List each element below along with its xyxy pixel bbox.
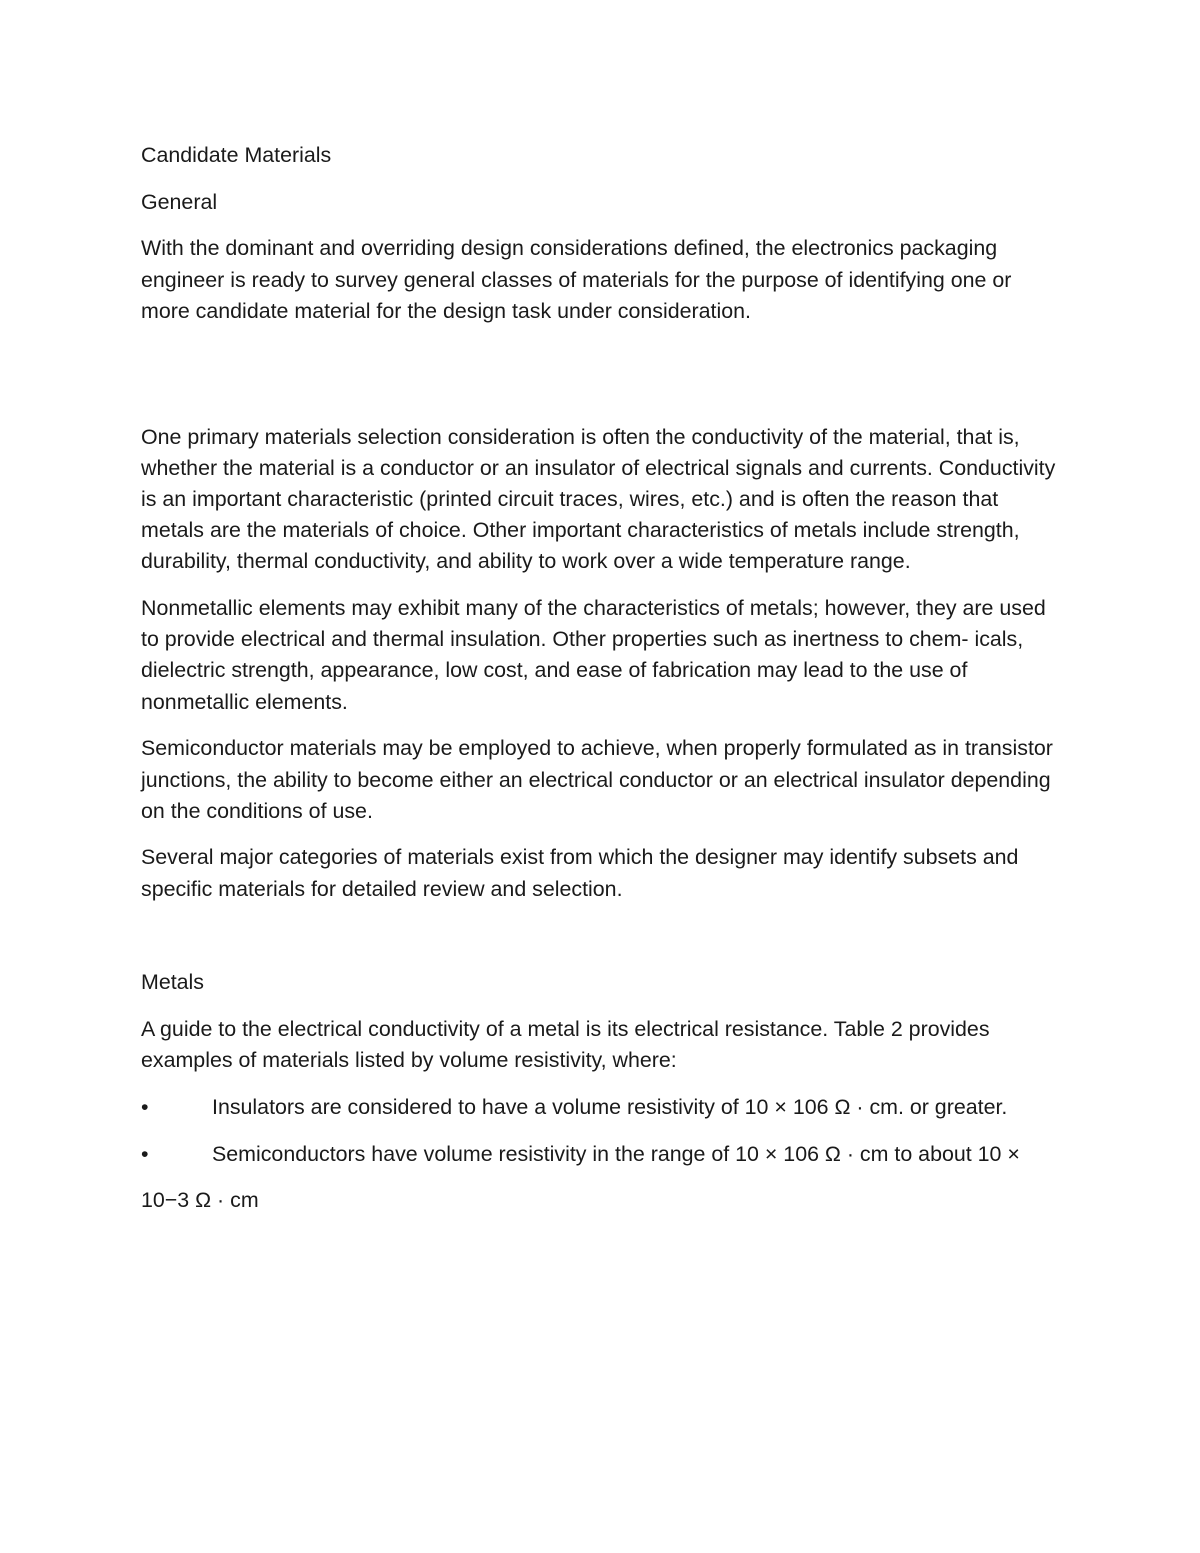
bullet-icon: • <box>141 1094 149 1119</box>
paragraph-general: With the dominant and overriding design considerations defined, the electronics packaging engineer is ready to survey general classes of materials for the purpose of identifying one or more candidate material for the design task under consideration. <box>141 236 1012 323</box>
section-heading-general: General <box>141 189 218 214</box>
paragraph-categories: Several major categories of materials exist from which the designer may identify subsets and specific materials for detailed review and selection. <box>141 845 1019 901</box>
section-heading-metals: Metals <box>141 970 205 995</box>
document-title: Candidate Materials <box>141 143 332 167</box>
bullet-item-insulators <box>141 1092 1066 1123</box>
paragraph-semiconductor: Semiconductor materials may be employed to achieve, when properly formulated as in transistor junctions, the ability to become either an electrical conductor or an electrical insulator depending on the conditions of use. <box>141 736 1053 823</box>
paragraph-nonmetallic: Nonmetallic elements may exhibit many of the characteristics of metals; however, they are used to provide electrical and thermal insulation. Other properties such as inertness to chem- icals, dielectric strength, appearance, low cost, and ease of fabrication may lead to the use of nonmetallic elements. <box>141 596 1046 714</box>
blank-space <box>141 920 1066 967</box>
bullet-text: Insulators are considered to have a volume resistivity of 10 × 106 Ω · cm. or greater. <box>212 1094 1008 1119</box>
blank-space <box>141 343 1066 422</box>
bullet-text: Semiconductors have volume resistivity in the range of 10 × 106 Ω · cm to about 10 × <box>212 1141 1020 1166</box>
bullet-item-semiconductors <box>141 1139 1066 1170</box>
paragraph-metals: A guide to the electrical conductivity of a metal is its electrical resistance. Table 2 provides examples of materials listed by volume resistivity, where: <box>141 1017 990 1073</box>
paragraph-resistivity-value: 10−3 Ω · cm <box>141 1188 259 1213</box>
paragraph-conductivity: One primary materials selection consideration is often the conductivity of the material, that is, whether the material is a conductor or an insulator of electrical signals and currents. Conductivity is an important characteristic (printed circuit traces, wires, etc.) and is often the reason that metals are the materials of choice. Other important characteristics of metals include strength, durability, thermal conductivity, and ability to work over a wide temperature range. <box>141 424 1056 574</box>
bullet-icon: • <box>141 1141 149 1166</box>
document-body <box>141 140 1066 1232</box>
